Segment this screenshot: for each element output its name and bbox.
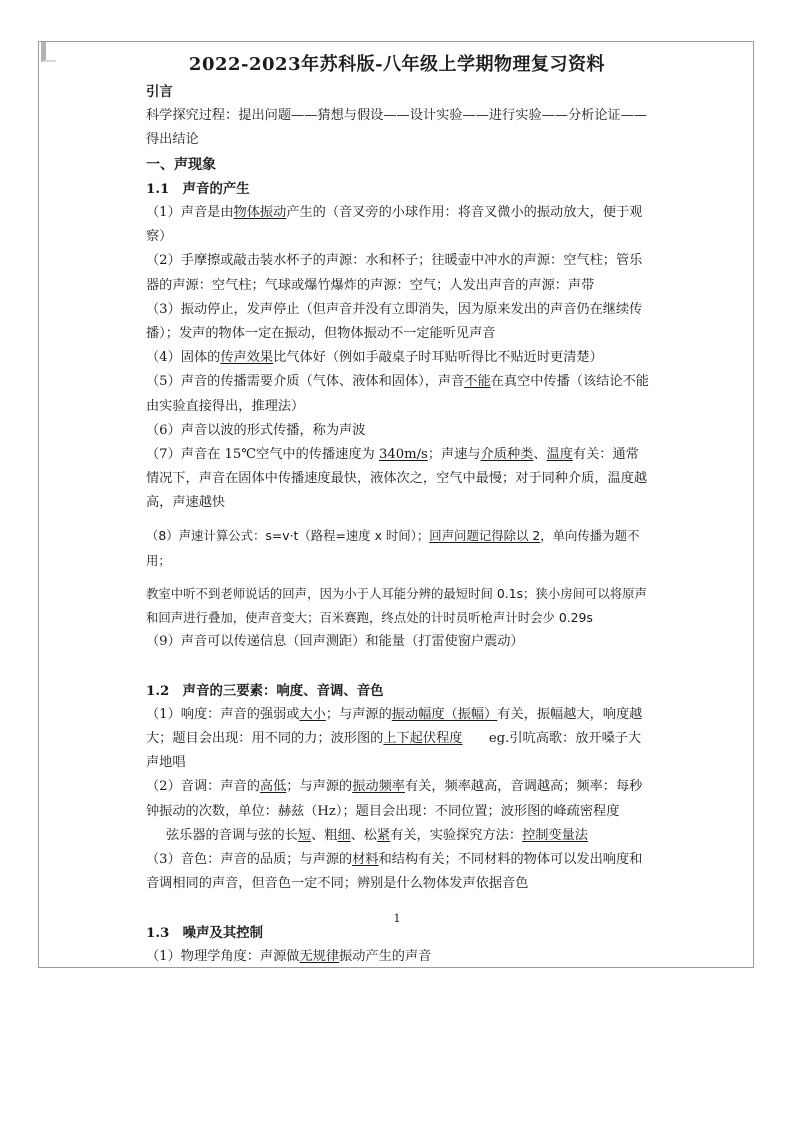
text: 、 [533, 447, 547, 463]
text: （4）固体的 [146, 350, 221, 366]
text: 有关，实验探究方法： [390, 827, 523, 843]
text: （1）声音是由 [146, 205, 234, 221]
paragraph-1-1-3: （3）振动停止，发声停止（但声音并没有立即消失，因为原来发出的声音仍在继续传播）；发声的物体一定在振动，但物体振动不一定能听见声音 [146, 301, 643, 342]
text: 振动产生的声音 [339, 948, 432, 964]
text: eg.引吭高歌：放开嗓子大声地唱 [146, 731, 642, 771]
underlined-term: 振动频率 [352, 779, 405, 795]
underlined-term: 材料 [352, 852, 379, 868]
text: 、松 [350, 827, 377, 843]
text: 有关，频率越高，音调越高；频率：每秒钟振动的次数，单位：赫兹（Hz）；题目会出现：不同位置；波形图的峰疏密程度 [146, 779, 643, 819]
underlined-term: 温度 [546, 447, 573, 463]
chapter-heading: 一、声现象 [146, 156, 216, 173]
text: （2）音调：声音的 [146, 779, 260, 795]
underlined-term: 细 [337, 827, 351, 843]
text: 在真空中传播（该结论不能由实验直接得出，推理法） [146, 374, 649, 414]
underlined-term: 短 [297, 827, 312, 843]
text: ；声速与 [427, 447, 481, 463]
paragraph-1-1-6: （6）声音以波的形式传播，称为声波 [146, 422, 366, 438]
paragraph-1-1-8 [146, 524, 651, 574]
text: 、粗 [311, 827, 338, 843]
paragraph-1-3-1 [146, 945, 651, 969]
text: 和结构有关；不同材料的物体可以发出响度和音调相同的声音，但音色一定不同；辨别是什么物体发声依据音色 [146, 852, 643, 892]
text: 弦乐器的音调与弦的长 [166, 827, 298, 843]
text: （8）声速计算公式：s=v·t（路程=速度 x 时间）； [146, 527, 430, 543]
paragraph-1-2-4 [146, 848, 651, 896]
text: 产生的（音叉旁的小球作用：将音叉微小的振动放大，便于观察） [146, 205, 643, 245]
underlined-term: 不能 [464, 374, 491, 390]
underlined-term: 回声问题记得除以 2 [429, 527, 541, 543]
underlined-term: 物体振动 [233, 205, 287, 221]
intro-heading: 引言 [146, 84, 173, 100]
text: （5）声音的传播需要介质（气体、液体和固体），声音 [146, 374, 465, 390]
paragraph-1-1-4 [146, 346, 651, 370]
text: 比气体好（例如手敲桌子时耳贴听得比不贴近时更清楚） [273, 350, 603, 366]
paragraph-1-2-1 [146, 703, 651, 776]
underlined-term: 紧 [377, 827, 391, 843]
underlined-term: 介质种类 [480, 447, 534, 463]
text: 有关，振幅越大，响度越大；题目会出现：用不同的力；波形图的 [146, 706, 643, 747]
paragraph-1-1-7 [146, 443, 651, 516]
paragraph-1-1-1 [146, 201, 651, 249]
underlined-term: 上下起伏程度 [383, 731, 463, 747]
document-title: 2022-2023年苏科版-八年级上学期物理复习资料 [188, 54, 606, 75]
underlined-term: 传声效果 [220, 350, 274, 366]
text: ；与声源的 [286, 779, 353, 795]
text: （7）声音在 15℃空气中的传播速度为 [146, 447, 379, 463]
document-body [146, 80, 651, 969]
underlined-term: 控制变量法 [522, 827, 588, 843]
text: ；与声源的 [325, 706, 392, 722]
section-heading-1-2: 1.2 声音的三要素：响度、音调、音色 [146, 682, 384, 699]
text: （3）音色：声音的品质；与声源的 [146, 852, 353, 868]
paragraph-1-2-2 [146, 775, 651, 823]
text: 有关：通常情况下，声音在固体中传播速度最快，液体次之，空气中最慢；对于同种介质，温度越高，声速越快 [146, 447, 648, 511]
underlined-term: 无规律 [299, 948, 340, 964]
page-number: 1 [393, 912, 401, 925]
section-heading-1-3: 1.3 噪声及其控制 [146, 924, 264, 941]
underlined-term: 振动幅度（振幅） [391, 706, 498, 722]
paragraph-1-1-5 [146, 370, 651, 418]
text: （1）物理学角度：声源做 [146, 948, 300, 964]
underlined-term: 340m/s [378, 447, 428, 463]
paragraph-1-1-2: （2）手摩擦或敲击装水杯子的声源：水和杯子；往暖壶中冲水的声源：空气柱；管乐器的声源：空气柱；气球或爆竹爆炸的声源：空气；人发出声音的声源：声带 [146, 253, 643, 293]
paragraph-1-2-3 [146, 824, 651, 848]
underlined-term: 高低 [259, 779, 287, 795]
section-heading-1-1: 1.1 声音的产生 [146, 180, 250, 197]
intro-text: 科学探究过程：提出问题——猜想与假设——设计实验——进行实验——分析论证——得出结论 [146, 108, 648, 148]
underlined-term: 大小 [299, 706, 326, 722]
text: （1）响度：声音的强弱或 [146, 706, 300, 722]
paragraph-1-1-8-cont: 教室中听不到老师说话的回声，因为小于人耳能分辨的最短时间 0.1s；狭小房间可以将原声和回声进行叠加，使声音变大；百米赛跑，终点处的计时员听枪声计时会少 0.29s [146, 586, 647, 626]
paragraph-1-1-9: （9）声音可以传递信息（回声测距）和能量（打雷使窗户震动） [146, 634, 524, 650]
text: ，单向传播为题不用； [146, 527, 640, 568]
